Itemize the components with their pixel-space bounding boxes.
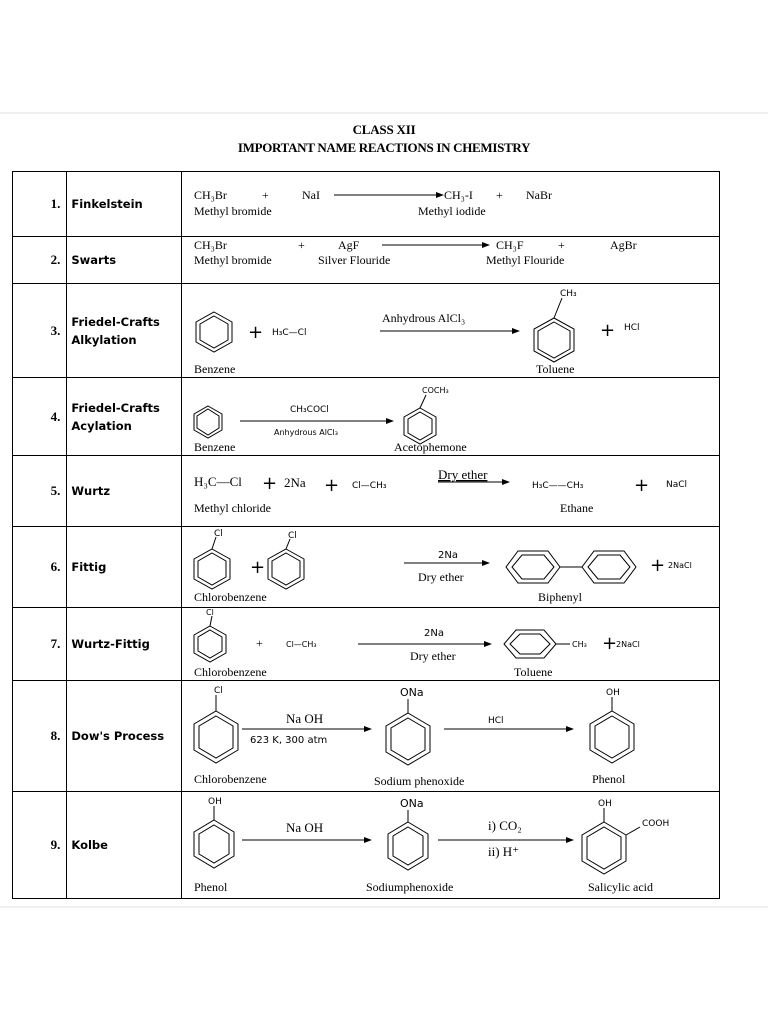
reactant-1: CH₃Br (193, 238, 227, 252)
reaction-equation (181, 378, 719, 456)
plus-sign: + (557, 238, 565, 252)
reactant-chloromethane: Cl—CH₃ (285, 640, 317, 649)
reaction-equation (181, 608, 719, 681)
phenol-ring-icon (590, 697, 634, 763)
toluene-ring-icon (504, 630, 570, 658)
arrow-head-icon (482, 242, 490, 248)
reaction-equation (181, 792, 719, 899)
label-salicylic-acid: Salicylic acid (587, 880, 653, 894)
arrow-head-icon (482, 560, 490, 566)
condition-anhydrous-alcl3: Anhydrous AlCl₃ (381, 311, 465, 325)
methyl-group: CH₃ (559, 289, 577, 299)
reaction-name: Dow's Process (67, 681, 181, 792)
biphenyl-icon (506, 551, 636, 583)
label-sodium-phenoxide: Sodiumphenoxide (365, 880, 454, 894)
hydroxyl-group: OH (597, 799, 612, 809)
row-number: 8. (13, 681, 67, 792)
row-number: 3. (13, 284, 67, 378)
product-1: CH₃-I (443, 188, 473, 202)
product-2: NaBr (525, 188, 552, 202)
product-nacl: 2NaCl (615, 640, 640, 649)
label-methyl-bromide: Methyl bromide (193, 253, 272, 267)
reactant-1: CH₃Br (193, 188, 227, 202)
reaction-equation (181, 284, 719, 378)
product-ethane: H₃C——CH₃ (531, 481, 584, 491)
row-number: 5. (13, 456, 67, 527)
table-row-fittig (13, 527, 720, 608)
label-silver-flouride: Silver Flouride (317, 253, 391, 267)
product-1: CH₃F (495, 238, 524, 252)
acetophenone-ring-icon (404, 395, 436, 444)
toluene-ring-icon (534, 298, 574, 362)
benzene-ring-icon (196, 312, 232, 352)
label-phenol: Phenol (193, 880, 228, 894)
product-2: AgBr (609, 238, 637, 252)
plus-sign: + (599, 320, 615, 341)
reactant-2: NaI (301, 188, 320, 202)
plus-sign: + (601, 633, 617, 654)
plus-sign: + (255, 636, 263, 650)
reaction-name: Wurtz (67, 456, 181, 527)
condition-dry-ether: Dry ether (417, 570, 464, 584)
sodium-phenoxide-ring-icon (388, 810, 428, 870)
label-methyl-bromide: Methyl bromide (193, 204, 272, 218)
hydroxyl-group: OH (207, 797, 222, 807)
condition-hcl: HCl (487, 716, 504, 726)
sodium-oxide-group: ONa (399, 686, 424, 699)
product-nacl: 2NaCl (667, 561, 692, 570)
page-edge-top (0, 112, 768, 114)
arrow-head-icon (566, 726, 574, 732)
sodium-phenoxide-ring-icon (386, 699, 430, 765)
table-row-dows-process (13, 681, 720, 792)
acetyl-group: COCH₃ (421, 386, 449, 395)
condition-temperature-pressure: 623 K, 300 atm (249, 735, 327, 746)
label-phenol: Phenol (591, 772, 626, 786)
label-biphenyl: Biphenyl (537, 590, 582, 604)
page-edge-bottom (0, 906, 768, 908)
arrow-head-icon (566, 837, 574, 843)
table-row-friedel-crafts-alkylation (13, 284, 720, 378)
carboxyl-group: COOH (641, 819, 669, 829)
label-chlorobenzene: Chlorobenzene (193, 772, 267, 786)
reactions-table (12, 171, 720, 899)
reaction-equation (181, 456, 719, 527)
arrow-head-icon (364, 837, 372, 843)
reaction-equation (181, 237, 719, 284)
chlorobenzene-ring-icon (268, 539, 304, 589)
reaction-name: Finkelstein (67, 172, 181, 237)
reactant-2: AgF (337, 238, 360, 252)
label-toluene: Toluene (513, 665, 553, 679)
phenol-ring-icon (194, 806, 234, 868)
row-number: 7. (13, 608, 67, 681)
reaction-name: Wurtz-Fittig (67, 608, 181, 681)
row-number: 9. (13, 792, 67, 899)
arrow-head-icon (484, 641, 492, 647)
table-row-kolbe (13, 792, 720, 899)
plus-sign: + (261, 188, 269, 202)
arrow-head-icon (436, 192, 444, 198)
plus-sign: + (249, 557, 265, 578)
reaction-equation (181, 681, 719, 792)
condition-sodium-hydroxide: Na OH (285, 820, 323, 835)
condition-sodium-hydroxide: Na OH (285, 711, 323, 726)
row-number: 4. (13, 378, 67, 456)
condition-sodium: 2Na (423, 628, 444, 639)
document-title: CLASS XII (352, 122, 416, 137)
chloro-group: Cl (213, 686, 223, 696)
chloro-group: Cl (205, 608, 214, 617)
chlorobenzene-ring-icon (194, 616, 226, 662)
plus-sign: + (323, 475, 339, 496)
plus-sign: + (633, 475, 649, 496)
label-toluene: Toluene (535, 362, 575, 376)
plus-sign: + (297, 238, 305, 252)
table-row-finkelstein (13, 172, 720, 237)
plus-sign: + (261, 473, 277, 494)
reaction-name: Swarts (67, 237, 181, 284)
label-methyl-iodide: Methyl iodide (417, 204, 486, 218)
chlorobenzene-ring-icon (194, 695, 238, 763)
arrow-head-icon (502, 479, 510, 485)
row-number: 6. (13, 527, 67, 608)
label-benzene: Benzene (193, 440, 236, 454)
arrow-head-icon (386, 418, 394, 424)
benzene-ring-icon (194, 406, 222, 438)
label-sodium-phenoxide: Sodium phenoxide (373, 774, 465, 788)
table-row-wurtz-fittig (13, 608, 720, 681)
label-benzene: Benzene (193, 362, 236, 376)
reaction-name: Fittig (67, 527, 181, 608)
label-methyl-flouride: Methyl Flouride (485, 253, 565, 267)
condition-anhydrous-alcl3: Anhydrous AlCl₃ (273, 428, 338, 437)
arrow-head-icon (364, 726, 372, 732)
reactant-chloromethane: Cl—CH₃ (351, 481, 387, 491)
chloro-group: Cl (213, 529, 223, 539)
plus-sign: + (649, 555, 665, 576)
plus-sign: + (495, 188, 503, 202)
label-chlorobenzene: Chlorobenzene (193, 590, 267, 604)
sodium-oxide-group: ONa (399, 797, 424, 810)
label-acetophenone: Acetophemone (393, 440, 467, 454)
condition-acid: ii) H⁺ (487, 844, 519, 859)
reaction-name: Kolbe (67, 792, 181, 899)
label-chlorobenzene: Chlorobenzene (193, 665, 267, 679)
row-number: 2. (13, 237, 67, 284)
condition-carbon-dioxide: i) CO₂ (487, 818, 522, 833)
label-methyl-chloride: Methyl chloride (193, 501, 271, 515)
document-subtitle: IMPORTANT NAME REACTIONS IN CHEMISTRY (237, 140, 531, 155)
reaction-name: Friedel-Crafts Alkylation (67, 284, 181, 378)
product-nacl: NaCl (665, 480, 687, 490)
chloro-group: Cl (287, 531, 297, 541)
reactant-sodium: 2Na (283, 475, 306, 490)
condition-sodium: 2Na (437, 550, 458, 561)
salicylic-acid-ring-icon (582, 808, 640, 874)
row-number: 1. (13, 172, 67, 237)
plus-sign: + (247, 322, 263, 343)
table-row-swarts (13, 237, 720, 284)
table-row-wurtz (13, 456, 720, 527)
reactant-methyl-chloride: H₃C—Cl (193, 474, 242, 489)
table-row-friedel-crafts-acylation (13, 378, 720, 456)
reaction-name: Friedel-Crafts Acylation (67, 378, 181, 456)
condition-dry-ether: Dry ether (437, 467, 488, 482)
reagent-acetyl-chloride: CH₃COCl (289, 405, 329, 415)
methyl-group: CH₃ (571, 640, 587, 649)
product-hcl: HCl (623, 323, 640, 333)
arrow-head-icon (512, 328, 520, 334)
chlorobenzene-ring-icon (194, 537, 230, 589)
label-ethane: Ethane (559, 501, 594, 515)
hydroxyl-group: OH (605, 688, 620, 698)
condition-dry-ether: Dry ether (409, 649, 456, 663)
reaction-equation (181, 172, 719, 237)
reactant-methyl-chloride: H₃C—Cl (271, 328, 307, 338)
reaction-equation (181, 527, 719, 608)
